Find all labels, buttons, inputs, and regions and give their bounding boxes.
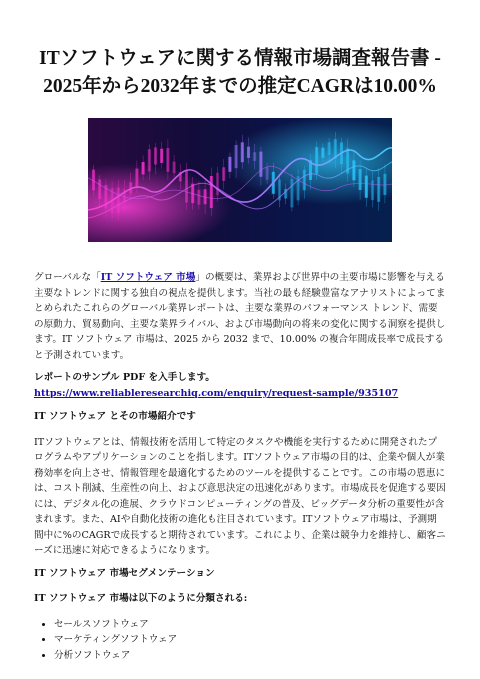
- intro-text: 」の概要は、業界および世界中の主要市場に影響を与える主要なトレンドに関する独自の視点を提供します。当社の最も経験豊富なアナリストによってまとめられたこれらのグローバル業界レポートは、主要な業界のパフォーマンス トレンド、需要の原動力、貿易動向、主要な業界ライバル、および市場動向の将来の変化に関する洞察を提供します。IT ソフトウェア 市場は、2025 から 2032 まで、10.00% の複合年間成長率で成長すると予測されています。: [34, 272, 446, 361]
- sample-label: レポートのサンプル PDF を入手します。: [34, 372, 215, 383]
- segmentation-subheading: IT ソフトウェア 市場は以下のように分類される:: [34, 593, 248, 604]
- market-link[interactable]: IT ソフトウェア 市場: [100, 272, 196, 283]
- section-heading-intro: IT ソフトウェア とその市場紹介です: [34, 411, 196, 422]
- segment-list: [34, 617, 446, 664]
- sample-request: [34, 370, 446, 401]
- title-line-2: 2025年から2032年までの推定CAGRは10.00%: [43, 76, 437, 98]
- list-item: • マーケティングソフトウェア: [54, 632, 446, 648]
- page-title: [22, 45, 458, 101]
- section-intro-paragraph: ITソフトウェアとは、情報技術を活用して特定のタスクや機能を実行するために開発されたプログラムやアプリケーションのことを指します。ITソフトウェア市場の目的は、企業や個人が業務効率を向上させ、情報管理を最適化するためのツールを提供することです。この市場の恩恵には、コスト削減、生産性の向上、および意思決定の迅速化があります。市場成長を促進する要因には、デジタル化の進展、クラウドコンピューティングの普及、ビッグデータ分析の重要性が含まれます。また、AIや自動化技術の進化も注目されています。ITソフトウェア市場は、予測期間中に%のCAGRで成長すると期待されています。これにより、企業は競争力を維持し、顧客ニーズに迅速に対応できるようになります。: [34, 436, 446, 556]
- hero-image: [88, 118, 392, 242]
- section-heading-segmentation: IT ソフトウェア 市場セグメンテーション: [34, 567, 215, 579]
- list-item: • 分析ソフトウェア: [54, 648, 446, 664]
- document-body: [34, 270, 446, 663]
- intro-paragraph: [34, 270, 446, 363]
- intro-prefix: グローバルな「: [34, 272, 101, 283]
- stock-chart-illustration: [88, 118, 392, 242]
- title-line-1: ITソフトウェアに関する情報市場調査報告書 -: [39, 48, 441, 70]
- sample-url-link[interactable]: https://www.reliableresearchiq.com/enquiry/request-sample/935107: [34, 387, 399, 399]
- list-item: • セールスソフトウェア: [54, 617, 446, 633]
